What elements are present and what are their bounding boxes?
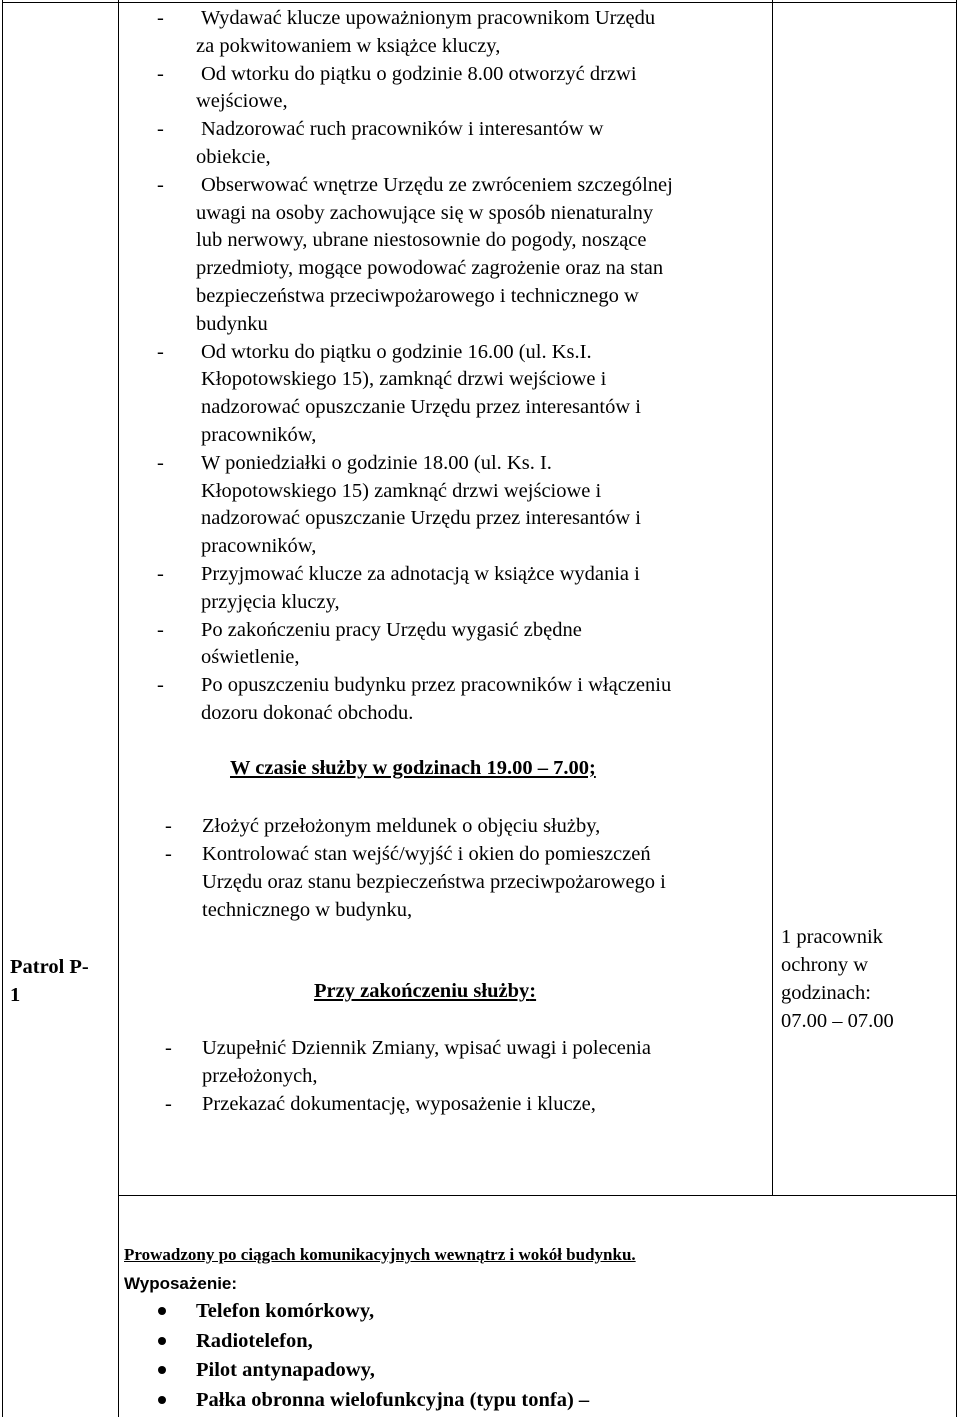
table-border-left [2, 0, 3, 1417]
day-duty-dash: - [157, 7, 164, 29]
night-duty-dash: - [165, 815, 172, 837]
staff-line-1: 1 pracownik [781, 926, 883, 948]
day-duty-item-6-line-1: W poniedziałki o godzinie 18.00 (ul. Ks. I. [201, 451, 552, 474]
day-duty-item-5-line-4: pracowników, [201, 424, 317, 446]
route-note: Prowadzony po ciągach komunikacyjnych wewnątrz i wokół budynku. [124, 1245, 636, 1264]
end-duty-item-2-line-1: Przekazać dokumentację, wyposażenie i klucze, [202, 1093, 596, 1115]
day-duty-item-4-line-4: przedmioty, mogące powodować zagrożenie oraz na stan [196, 257, 664, 280]
staff-line-3: godzinach: [781, 982, 871, 1004]
day-duty-dash: - [157, 62, 164, 85]
night-duty-item-2-line-1: Kontrolować stan wejść/wyjść i okien do pomieszczeń [202, 843, 651, 865]
end-duty-dash: - [165, 1093, 172, 1115]
equipment-item-2: Radiotelefon, [196, 1329, 313, 1352]
day-duty-item-4-line-5: bezpieczeństwa przeciwpożarowego i technicznego w [196, 285, 639, 307]
end-duty-dash: - [165, 1037, 172, 1059]
table-border-top [2, 2, 957, 3]
equipment-item-4: Pałka obronna wielofunkcyjna (typu tonfa) – [196, 1388, 590, 1411]
day-duty-dash: - [157, 618, 164, 641]
day-duty-item-7-line-1: Przyjmować klucze za adnotacją w książce wydania i [201, 563, 640, 585]
day-duty-item-1-line-1: Wydawać klucze upoważnionym pracownikom Urzędu [201, 7, 656, 29]
night-duty-item-2-line-2: Urzędu oraz stanu bezpieczeństwa przeciwpożarowego i [202, 871, 666, 893]
bullet-icon [158, 1396, 166, 1404]
day-duty-item-1-line-2: za pokwitowaniem w książce kluczy, [196, 34, 501, 57]
end-of-shift-heading-colon: : [529, 980, 537, 1002]
table-row-separator [118, 1195, 957, 1196]
day-duty-dash: - [157, 563, 164, 585]
day-duty-item-4-line-6: budynku [196, 312, 268, 335]
day-duty-item-8-line-2: oświetlenie, [201, 646, 300, 669]
day-duty-item-4-line-1: Obserwować wnętrze Urzędu ze zwróceniem szczególnej [201, 173, 673, 196]
table-border-right [956, 0, 957, 1417]
day-duty-item-5-line-3: nadzorować opuszczanie Urzędu przez interesantów i [201, 396, 641, 419]
day-duty-item-9-line-2: dozoru dokonać obchodu. [201, 702, 414, 724]
bullet-icon [158, 1337, 166, 1345]
end-duty-item-1-line-2: przełożonych, [202, 1065, 318, 1087]
table-border-col1 [118, 0, 119, 1417]
end-of-shift-heading [314, 980, 536, 1003]
day-duty-item-4-line-2: uwagi na osoby zachowujące się w sposób nienaturalny [196, 201, 654, 224]
day-duty-dash: - [157, 340, 164, 363]
equipment-item-1: Telefon komórkowy, [196, 1300, 375, 1322]
day-duty-item-8-line-1: Po zakończeniu pracy Urzędu wygasić zbędne [201, 618, 582, 641]
day-duty-item-6-line-3: nadzorować opuszczanie Urzędu przez interesantów i [201, 507, 641, 530]
day-duty-dash: - [157, 674, 164, 697]
day-duty-item-6-line-4: pracowników, [201, 535, 317, 558]
day-duty-item-4-line-3: lub nerwowy, ubrane niestosownie do pogody, noszące [196, 229, 647, 252]
night-shift-heading: W czasie służby w godzinach 19.00 – 7.00; [230, 757, 596, 779]
day-duty-dash: - [157, 173, 164, 196]
night-duty-item-1-line-1: Złożyć przełożonym meldunek o objęciu służby, [202, 815, 601, 837]
night-duty-item-2-line-3: technicznego w budynku, [202, 899, 413, 921]
end-of-shift-heading-text: Przy zakończeniu służby [314, 980, 530, 1002]
end-duty-item-1-line-1: Uzupełnić Dziennik Zmiany, wpisać uwagi i polecenia [202, 1037, 651, 1059]
patrol-label-line1: Patrol P- [10, 956, 89, 978]
bullet-icon [158, 1366, 166, 1374]
day-duty-item-7-line-2: przyjęcia kluczy, [201, 590, 340, 613]
patrol-label [10, 953, 116, 1009]
day-duty-item-5-line-2: Kłopotowskiego 15), zamknąć drzwi wejściowe i [201, 368, 607, 391]
staff-line-2: ochrony w [781, 954, 869, 976]
equipment-label: Wyposażenie: [124, 1274, 238, 1293]
equipment-item-3: Pilot antynapadowy, [196, 1359, 375, 1381]
day-duty-item-9-line-1: Po opuszczeniu budynku przez pracowników i włączeniu [201, 674, 672, 697]
day-duty-item-3-line-2: obiekcie, [196, 146, 271, 168]
day-duty-item-3-line-1: Nadzorować ruch pracowników i interesantów w [201, 118, 604, 141]
bullet-icon [158, 1307, 166, 1315]
day-duty-item-6-line-2: Kłopotowskiego 15) zamknąć drzwi wejściowe i [201, 479, 602, 502]
day-duty-dash: - [157, 118, 164, 141]
day-duty-dash: - [157, 451, 164, 474]
day-duty-item-2-line-1: Od wtorku do piątku o godzinie 8.00 otworzyć drzwi [201, 62, 637, 85]
day-duty-item-5-line-1: Od wtorku do piątku o godzinie 16.00 (ul. Ks.I. [201, 340, 592, 363]
staff-cell [781, 923, 894, 1035]
staff-line-4: 07.00 – 07.00 [781, 1010, 894, 1032]
patrol-label-line2: 1 [10, 984, 21, 1006]
day-duty-item-2-line-2: wejściowe, [196, 90, 288, 113]
table-border-col2 [772, 0, 773, 1195]
night-duty-dash: - [165, 843, 172, 865]
